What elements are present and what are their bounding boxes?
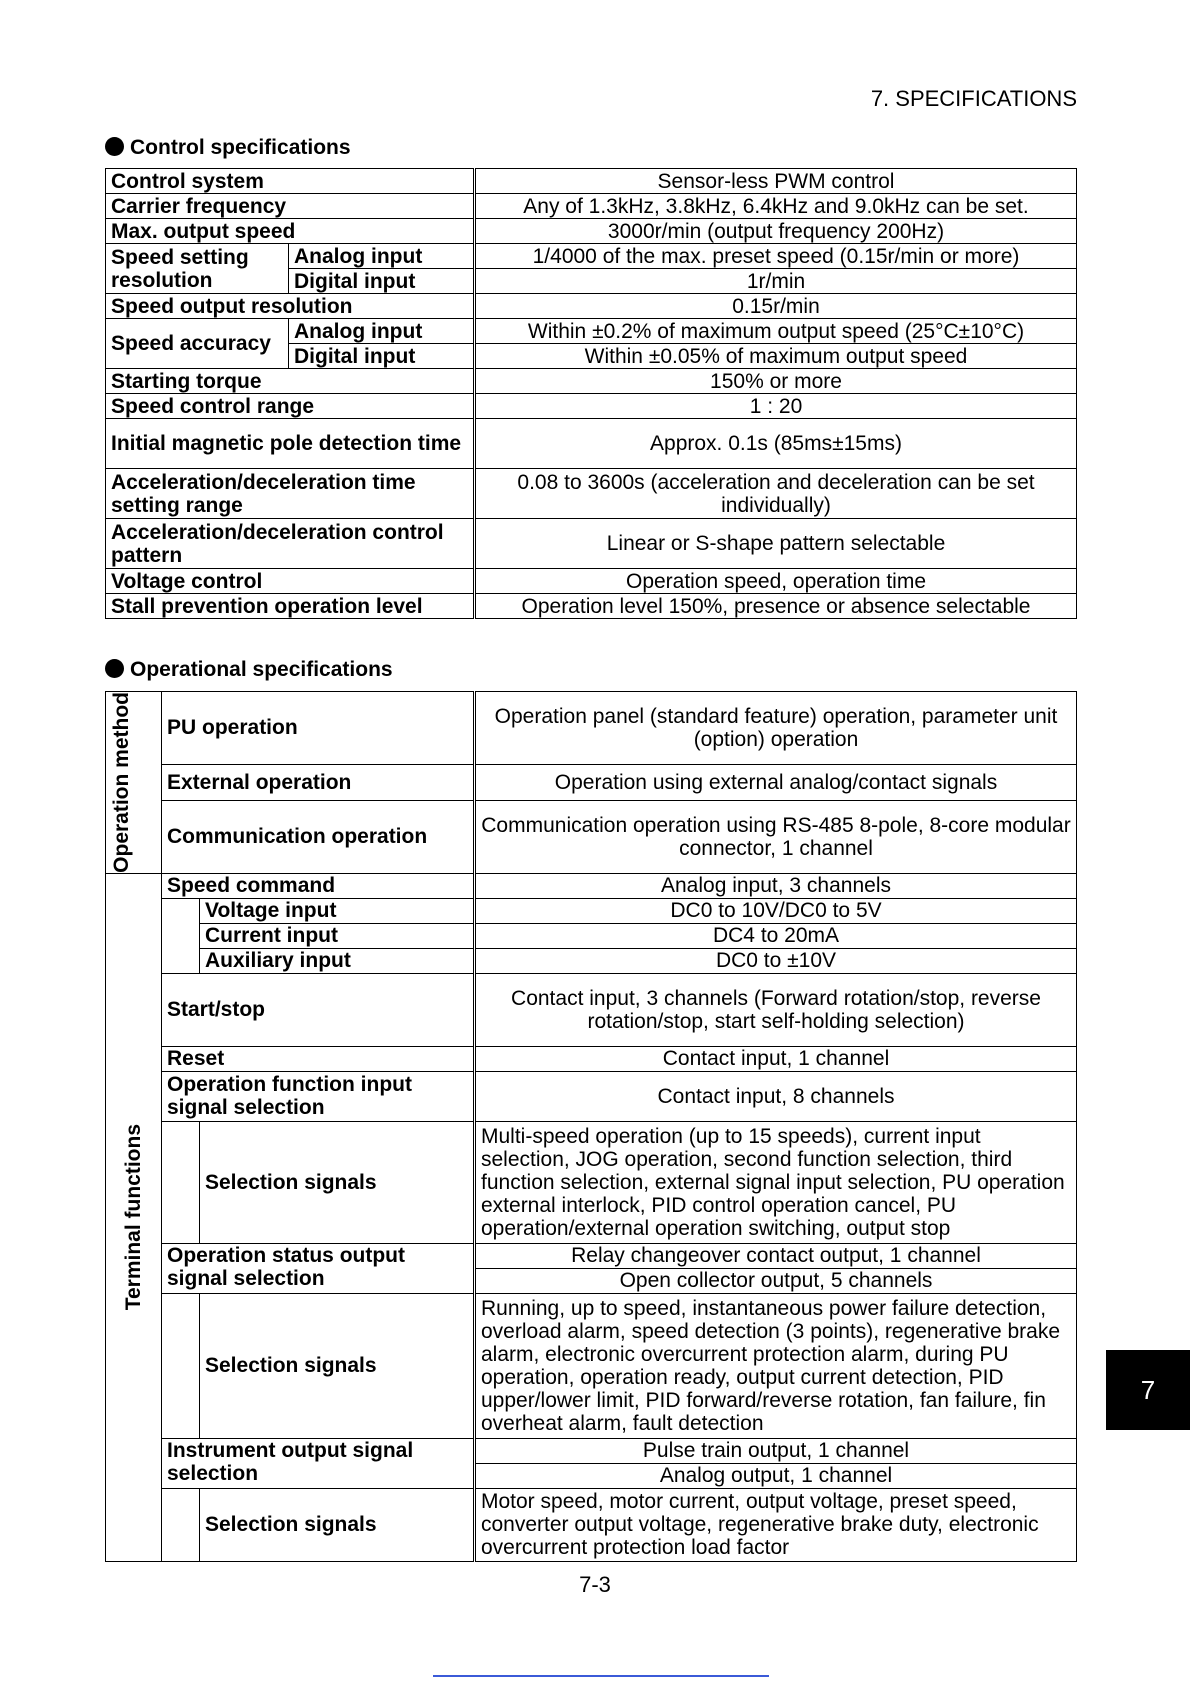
row-value: DC0 to ±10V [475, 948, 1077, 973]
row-value: Operation speed, operation time [475, 569, 1077, 594]
table-row [106, 319, 1077, 344]
row-value: DC0 to 10V/DC0 to 5V [475, 898, 1077, 923]
row-sublabel: Auxiliary input [200, 948, 475, 973]
table-row [106, 923, 1077, 948]
row-label: Carrier frequency [106, 194, 475, 219]
row-sublabel: Analog input [289, 244, 475, 269]
row-label: Voltage control [106, 569, 475, 594]
row-sublabel: Voltage input [200, 898, 475, 923]
table-row [106, 764, 1077, 800]
table-row [106, 569, 1077, 594]
row-label: Operation function input signal selection [162, 1071, 475, 1121]
row-value: Contact input, 1 channel [475, 1046, 1077, 1071]
operational-spec-title-text: Operational specifications [130, 658, 393, 681]
row-value: Motor speed, motor current, output voltage, preset speed, converter output voltage, regenerative brake duty, electronic overcurrent protection load factor [475, 1488, 1077, 1561]
row-value: 0.08 to 3600s (acceleration and deceleration can be set individually) [475, 469, 1077, 519]
row-label: Speed accuracy [106, 319, 289, 369]
terminal-functions-label: Terminal functions [122, 1124, 145, 1311]
row-label: Speed control range [106, 394, 475, 419]
row-value: Running, up to speed, instantaneous power failure detection, overload alarm, speed detection (3 points), regenerative brake alarm, electronic overcurrent protection alarm, during PU operation, operation ready, output current detection, PID upper/lower limit, PID forward/reverse rotation, fan failure, fin overheat alarm, fault detection [475, 1293, 1077, 1438]
row-label: Stall prevention operation level [106, 594, 475, 619]
row-value: Analog output, 1 channel [475, 1463, 1077, 1488]
row-label: Acceleration/deceleration control pattern [106, 519, 475, 569]
row-value: 0.15r/min [475, 294, 1077, 319]
row-value: Pulse train output, 1 channel [475, 1438, 1077, 1463]
table-row [106, 973, 1077, 1046]
row-label: Instrument output signal selection [162, 1438, 475, 1488]
row-label: PU operation [162, 692, 475, 765]
table-row [106, 873, 1077, 898]
row-value: Sensor-less PWM control [475, 169, 1077, 194]
row-sublabel: Selection signals [200, 1488, 475, 1561]
page-number: 7-3 [579, 1572, 611, 1597]
row-label: Control system [106, 169, 475, 194]
indent-cell [162, 1121, 200, 1243]
row-label: Acceleration/deceleration time setting range [106, 469, 475, 519]
row-sublabel: Selection signals [200, 1121, 475, 1243]
row-value: Within ±0.05% of maximum output speed [475, 344, 1077, 369]
row-value: Approx. 0.1s (85ms±15ms) [475, 419, 1077, 469]
control-spec-title [105, 136, 351, 160]
operation-method-label: Operation method [109, 692, 133, 873]
operational-spec-title [105, 658, 393, 682]
row-value: Multi-speed operation (up to 15 speeds), current input selection, JOG operation, second function selection, third function selection, external signal input selection, PU operation external interlock, PID control operation cancel, PU operation/external operation switching, output stop [475, 1121, 1077, 1243]
table-row [106, 219, 1077, 244]
row-label: Communication operation [162, 801, 475, 874]
row-value: Operation panel (standard feature) operation, parameter unit (option) operation [475, 692, 1077, 765]
table-row [106, 948, 1077, 973]
row-sublabel: Digital input [289, 269, 475, 294]
row-label: Speed command [162, 873, 475, 898]
table-row [106, 369, 1077, 394]
row-value: 1/4000 of the max. preset speed (0.15r/min or more) [475, 244, 1077, 269]
row-sublabel: Digital input [289, 344, 475, 369]
row-label: Operation status output signal selection [162, 1243, 475, 1293]
bullet-icon [105, 659, 124, 678]
table-row [106, 1071, 1077, 1121]
row-value: DC4 to 20mA [475, 923, 1077, 948]
control-spec-title-text: Control specifications [130, 136, 351, 159]
row-label: Max. output speed [106, 219, 475, 244]
row-label: Initial magnetic pole detection time [106, 419, 475, 469]
table-row [106, 1046, 1077, 1071]
table-row [106, 898, 1077, 923]
table-row [106, 692, 1077, 765]
row-label: Speed output resolution [106, 294, 475, 319]
table-row [106, 519, 1077, 569]
row-value: 1 : 20 [475, 394, 1077, 419]
table-row [106, 469, 1077, 519]
row-value: Operation using external analog/contact signals [475, 764, 1077, 800]
table-row [106, 294, 1077, 319]
table-row [106, 801, 1077, 874]
table-row [106, 169, 1077, 194]
table-row [106, 419, 1077, 469]
row-value: Linear or S-shape pattern selectable [475, 519, 1077, 569]
row-label: Starting torque [106, 369, 475, 394]
row-value: Any of 1.3kHz, 3.8kHz, 6.4kHz and 9.0kHz can be set. [475, 194, 1077, 219]
bullet-icon [105, 137, 124, 156]
row-label: Speed setting resolution [106, 244, 289, 294]
row-value: 3000r/min (output frequency 200Hz) [475, 219, 1077, 244]
operational-spec-table [105, 691, 1077, 1562]
indent-cell [162, 1293, 200, 1438]
table-row [106, 1438, 1077, 1463]
row-value: Relay changeover contact output, 1 channel [475, 1243, 1077, 1268]
table-row [106, 1121, 1077, 1243]
row-value: 1r/min [475, 269, 1077, 294]
row-label: External operation [162, 764, 475, 800]
chapter-tab: 7 [1106, 1350, 1190, 1430]
row-sublabel: Analog input [289, 319, 475, 344]
indent-cell [162, 898, 200, 973]
footer-line [433, 1675, 769, 1677]
row-value: Open collector output, 5 channels [475, 1268, 1077, 1293]
row-sublabel: Current input [200, 923, 475, 948]
table-row [106, 394, 1077, 419]
terminal-functions-group [106, 873, 162, 1561]
row-label: Start/stop [162, 973, 475, 1046]
row-value: 150% or more [475, 369, 1077, 394]
row-value: Communication operation using RS-485 8-pole, 8-core modular connector, 1 channel [475, 801, 1077, 874]
row-label: Reset [162, 1046, 475, 1071]
row-value: Contact input, 8 channels [475, 1071, 1077, 1121]
row-value: Within ±0.2% of maximum output speed (25°C±10°C) [475, 319, 1077, 344]
operation-method-group [106, 692, 162, 874]
table-row [106, 1243, 1077, 1268]
row-value: Analog input, 3 channels [475, 873, 1077, 898]
table-row [106, 194, 1077, 219]
row-value: Contact input, 3 channels (Forward rotation/stop, reverse rotation/stop, start self-holding selection) [475, 973, 1077, 1046]
table-row [106, 1488, 1077, 1561]
section-header: 7. SPECIFICATIONS [870, 86, 1077, 111]
row-value: Operation level 150%, presence or absence selectable [475, 594, 1077, 619]
table-row [106, 594, 1077, 619]
control-spec-table [105, 168, 1077, 619]
indent-cell [162, 1488, 200, 1561]
table-row [106, 1293, 1077, 1438]
table-row [106, 244, 1077, 269]
row-sublabel: Selection signals [200, 1293, 475, 1438]
